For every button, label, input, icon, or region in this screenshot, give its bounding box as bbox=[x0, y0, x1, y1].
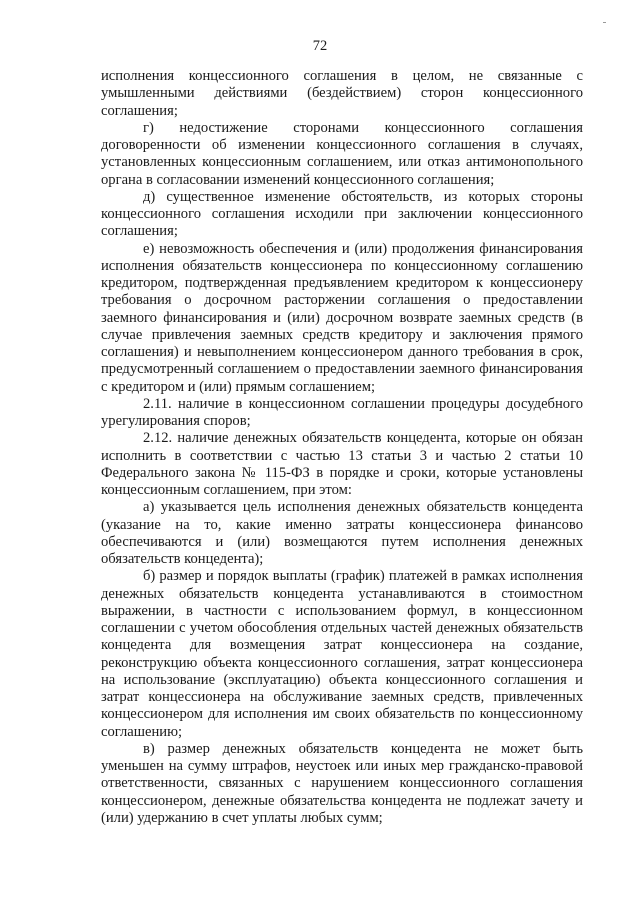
paragraph-2-11: 2.11. наличие в концессионном соглашении процедуры досудебного урегулирования споров; bbox=[101, 395, 583, 429]
scan-mark bbox=[603, 22, 606, 23]
paragraph-item-g: г) недостижение сторонами концессионного соглашения договоренности об изменении концессионного соглашения в случаях, установленных концессионным соглашением, или отказ антимонопольного органа в согласовании изменений концессионного соглашения; bbox=[101, 119, 583, 188]
paragraph-item-v: в) размер денежных обязательств концедента не может быть уменьшен на сумму штрафов, неустоек или иных мер гражданско-правовой ответственности, связанных с нарушением концессионного соглашения концессионером, денежные обязательства концедента не подлежат зачету и (или) удержанию в счет уплаты любых сумм; bbox=[101, 740, 583, 826]
paragraph-item-b: б) размер и порядок выплаты (график) платежей в рамках исполнения денежных обязательств концедента устанавливаются в стоимостном выражении, в частности с использованием формул, в концессионном соглашении с учетом обособления отдельных частей денежных обязательств концедента для возмещения затрат концессионера на создание, реконструкцию объекта концессионного соглашения, затрат концессионера на использование (эксплуатацию) объекта концессионного соглашения и затрат концессионера на обслуживание заемных средств, привлеченных концессионером для исполнения им своих обязательств по концессионному соглашению; bbox=[101, 568, 583, 740]
page-number: 72 bbox=[312, 38, 328, 54]
paragraph-continuation: исполнения концессионного соглашения в целом, не связанные с умышленными действиями (бездействием) сторон концессионного соглашения; bbox=[101, 68, 583, 119]
paragraph-item-d: д) существенное изменение обстоятельств, из которых стороны концессионного соглашения исходили при заключении концессионного соглашения; bbox=[101, 188, 583, 240]
paragraph-2-12: 2.12. наличие денежных обязательств концедента, которые он обязан исполнить в соответствии с частью 13 статьи 3 и частью 2 статьи 10 Федерального закона № 115-ФЗ в порядке и сроки, которые установлены концессионным соглашением, при этом: bbox=[101, 430, 583, 498]
document-body bbox=[101, 68, 583, 827]
paragraph-item-a: а) указывается цель исполнения денежных обязательств концедента (указание на то, какие именно затраты концессионера финансово обеспечиваются и (или) возмещаются путем исполнения денежных обязательств концедента); bbox=[101, 499, 583, 567]
paragraph-item-e: е) невозможность обеспечения и (или) продолжения финансирования исполнения обязательств концессионера по концессионному соглашению кредитором, подтвержденная предъявлением кредитором к концессионеру требования о досрочном расторжении соглашения о предоставлении заемного финансирования и (или) досрочном возврате заемных средств (в случае привлечения заемных средств кредитору и заключения прямого соглашения) и невыполнением концессионером данного требования в срок, предусмотренный соглашением о предоставлении заемного финансирования с кредитором и (или) прямым соглашением; bbox=[101, 240, 583, 395]
